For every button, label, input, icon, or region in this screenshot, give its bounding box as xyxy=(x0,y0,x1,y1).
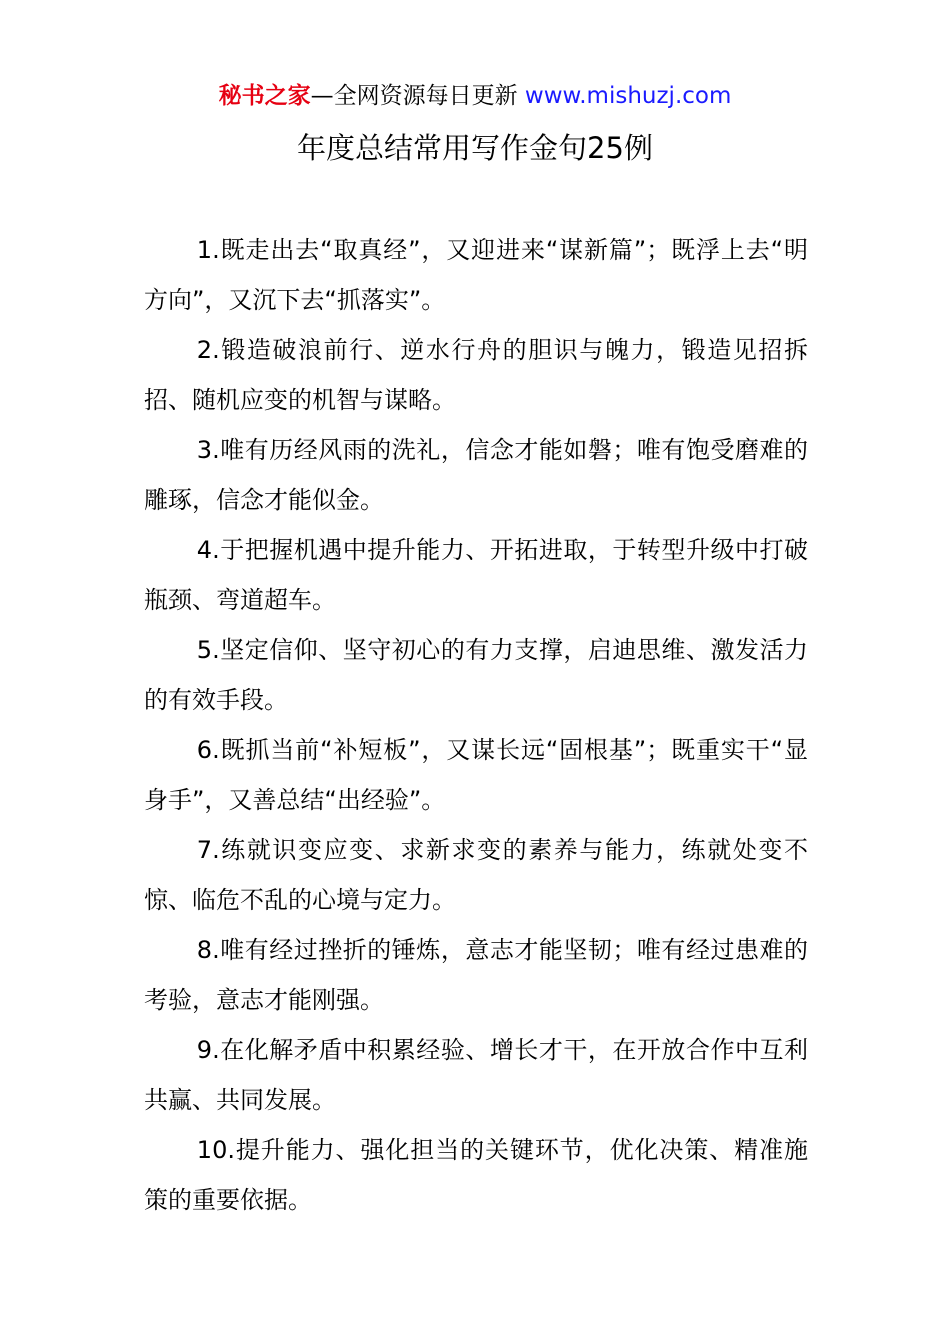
quote-paragraph-10: 10.提升能力、强化担当的关键环节，优化决策、精准施策的重要依据。 xyxy=(144,1136,808,1214)
quote-paragraph-4: 4.于把握机遇中提升能力、开拓进取，于转型升级中打破瓶颈、弯道超车。 xyxy=(144,536,808,614)
site-header xyxy=(0,80,950,112)
quote-paragraph-7: 7.练就识变应变、求新求变的素养与能力，练就处变不惊、临危不乱的心境与定力。 xyxy=(144,836,808,914)
quote-paragraph-6: 6.既抓当前“补短板”，又谋长远“固根基”；既重实干“显身手”，又善总结“出经验”。 xyxy=(144,736,808,814)
quote-paragraph-9: 9.在化解矛盾中积累经验、增长才干，在开放合作中互利共赢、共同发展。 xyxy=(144,1036,808,1114)
document-title: 年度总结常用写作金句25例 xyxy=(297,131,653,165)
quote-paragraph-8: 8.唯有经过挫折的锤炼，意志才能坚韧；唯有经过患难的考验，意志才能刚强。 xyxy=(144,936,808,1014)
header-tagline: —全网资源每日更新 xyxy=(310,83,525,109)
quote-paragraph-1: 1.既走出去“取真经”，又迎进来“谋新篇”；既浮上去“明方向”，又沉下去“抓落实”。 xyxy=(144,236,808,314)
brand-name: 秘书之家 xyxy=(218,83,311,109)
site-url-link[interactable]: www.mishuzj.com xyxy=(524,83,732,109)
quote-paragraph-3: 3.唯有历经风雨的洗礼，信念才能如磐；唯有饱受磨难的雕琢，信念才能似金。 xyxy=(144,436,808,514)
quote-paragraph-5: 5.坚定信仰、坚守初心的有力支撑，启迪思维、激发活力的有效手段。 xyxy=(144,636,808,714)
quote-paragraph-2: 2.锻造破浪前行、逆水行舟的胆识与魄力，锻造见招拆招、随机应变的机智与谋略。 xyxy=(144,336,808,414)
document-body xyxy=(144,225,808,1225)
